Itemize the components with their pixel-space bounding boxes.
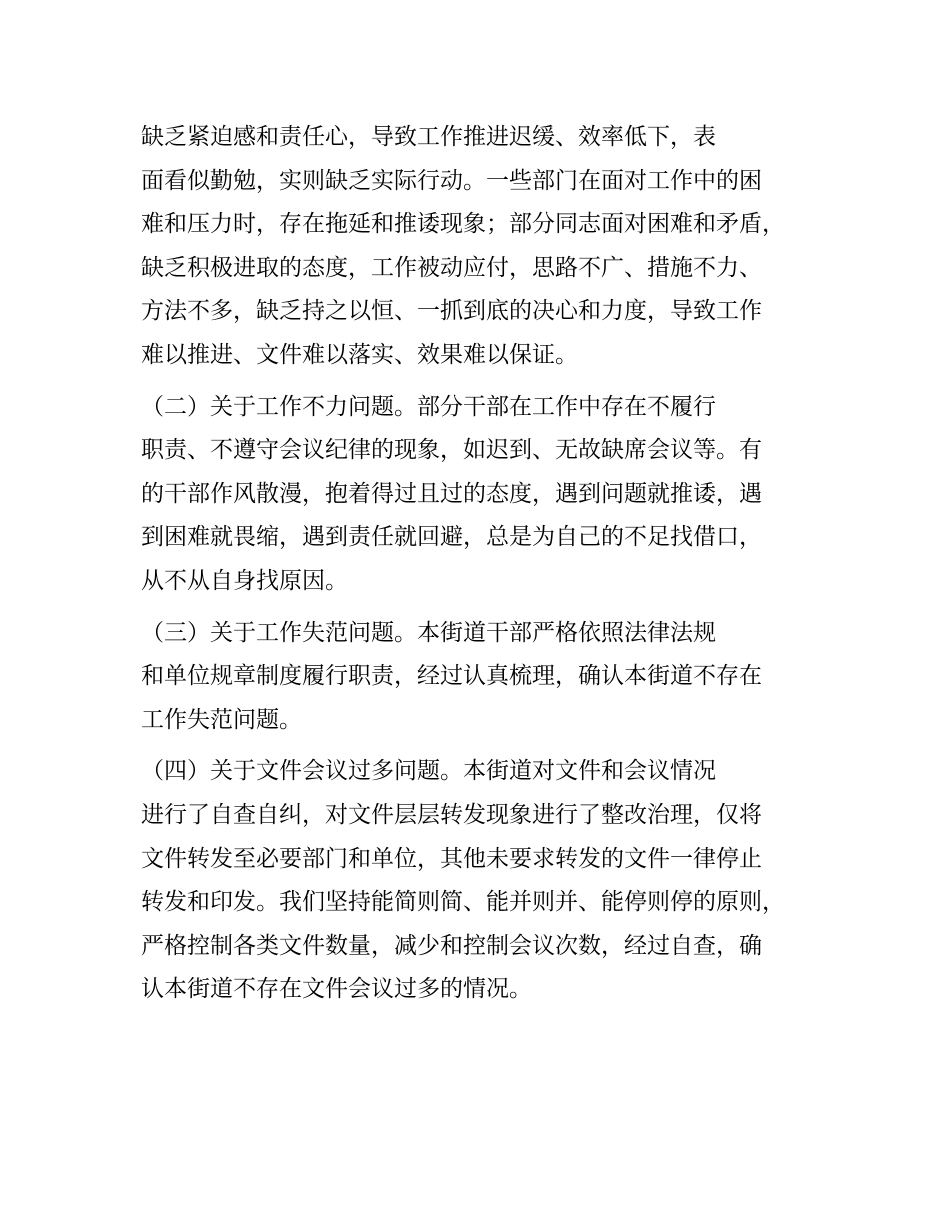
document-body [141, 116, 841, 1012]
paragraph-work-misconduct: （三）关于工作失范问题。本街道干部严格依照法律法规 和单位规章制度履行职责，经过认真梳理，确认本街道不存在 工作失范问题。 [141, 619, 762, 733]
paragraph-work-ineffectiveness: （二）关于工作不力问题。部分干部在工作中存在不履行 职责、不遵守会议纪律的现象，如迟到、无故缺席会议等。有 的干部作风散漫，抱着得过且过的态度，遇到问题就推诿，遇 到困难就畏缩，遇到责任就回避，总是为自己的不足找借口， 从不从自身找原因。 [141, 393, 762, 594]
paragraph-urgency: 缺乏紧迫感和责任心，导致工作推进迟缓、效率低下，表 面看似勤勉，实则缺乏实际行动。一些部门在面对工作中的困 难和压力时，存在拖延和推诿现象；部分同志面对困难和矛盾， 缺乏积极进取的态度，工作被动应付，思路不广、措施不力、 方法不多，缺乏持之以恒、一抓到底的决心和力度，导致工作 难以推进、文件难以落实、效果难以保证。 [141, 124, 785, 368]
paragraph-excessive-documents-meetings: （四）关于文件会议过多问题。本街道对文件和会议情况 进行了自查自纠，对文件层层转发现象进行了整改治理，仅将 文件转发至必要部门和单位，其他未要求转发的文件一律停止 转发和印发。我们坚持能简则简、能并则并、能停则停的原则， 严格控制各类文件数量，减少和控制会议次数，经过自查，确 认本街道不存在文件会议过多的情况。 [141, 758, 785, 1003]
